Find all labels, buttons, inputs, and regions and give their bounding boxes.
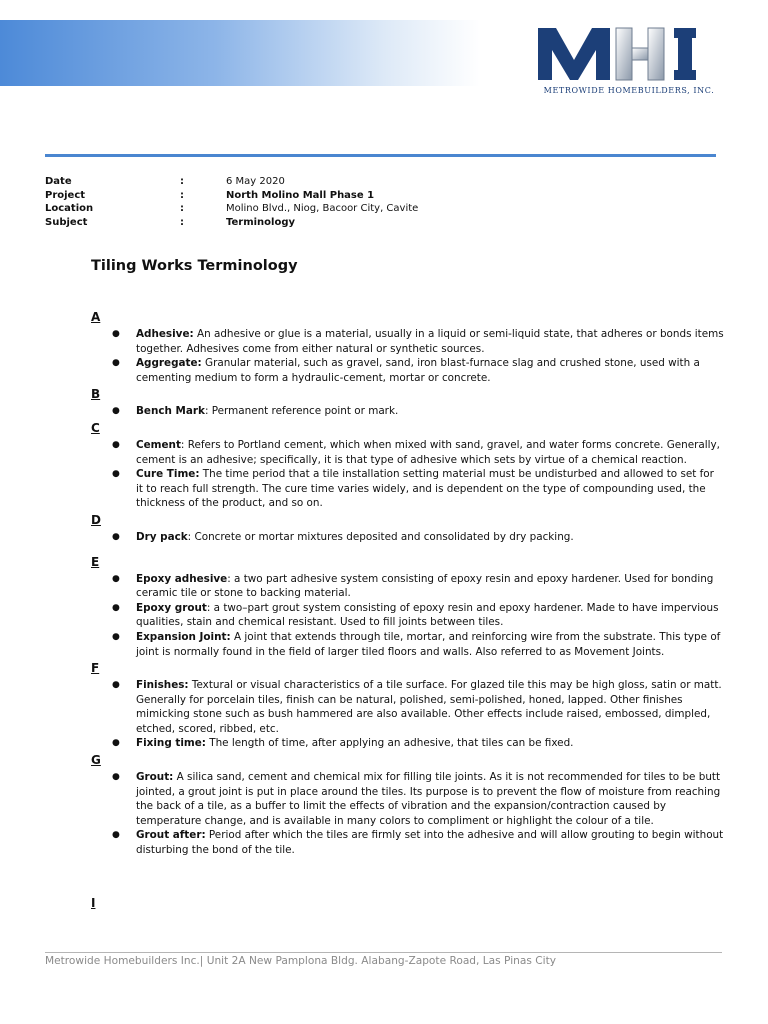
bullet-icon: ● <box>112 358 120 369</box>
term-name: Adhesive: <box>136 328 194 340</box>
term-entry <box>0 828 768 857</box>
term-entry <box>0 736 768 751</box>
section-letter-f: F <box>91 661 100 676</box>
bullet-icon: ● <box>112 631 120 642</box>
term-definition: : Permanent reference point or mark. <box>204 405 399 418</box>
term-name: Bench Mark <box>136 405 205 418</box>
meta-row-subject <box>45 216 716 230</box>
bullet-icon: ● <box>112 469 120 480</box>
meta-row-date <box>45 175 716 189</box>
term-name: Cement <box>136 438 181 451</box>
meta-colon: : <box>180 203 184 214</box>
header-divider <box>45 154 716 157</box>
term-definition: : Refers to Portland cement, which when mixed with sand, gravel, and water forms concrete. Generally, cement is an adhesive; specifically, it is that type of adhesive which sets by virtue of a chemical reaction. <box>136 438 720 466</box>
term-definition: Granular material, such as gravel, sand, iron blast-furnace slag and crushed stone, used with a cementing medium to form a hydraulic-cement, mortar or concrete. <box>136 357 700 384</box>
meta-value: Molino Blvd., Niog, Bacoor City, Cavite <box>226 203 419 214</box>
bullet-icon: ● <box>112 602 120 613</box>
section-letter-a: A <box>91 310 101 324</box>
bullet-icon: ● <box>112 573 120 584</box>
terminology-list <box>0 308 768 913</box>
company-tagline: METROWIDE HOMEBUILDERS, INC. <box>543 86 715 95</box>
term-entry <box>0 438 768 467</box>
memo-info-block <box>45 175 716 229</box>
company-logo <box>536 20 722 100</box>
meta-colon: : <box>180 176 184 187</box>
bullet-icon: ● <box>112 830 120 841</box>
term-name: Epoxy grout <box>136 601 207 614</box>
term-definition: A joint that extends through tile, mortar, and reinforcing wire from the substrate. This type of joint is normally found in the field of larger tiled floors and walls. Also referred to as Movement Joints. <box>136 630 721 658</box>
meta-colon: : <box>180 189 184 201</box>
header-gradient-banner <box>0 20 480 86</box>
term-definition: An adhesive or glue is a material, usually in a liquid or semi-liquid state, that adheres or bonds items together. Adhesives come from either natural or synthetic sources. <box>136 328 724 355</box>
bullet-icon: ● <box>112 772 120 783</box>
footer-divider <box>45 952 722 953</box>
meta-value: Terminology <box>226 216 296 228</box>
term-definition: Period after which the tiles are firmly set into the adhesive and will allow grouting to begin without disturbing the bond of the tile. <box>136 829 724 857</box>
term-definition: The time period that a tile installation setting material must be undisturbed and allowed to set for it to reach full strength. The cure time varies widely, and is dependent on the type of compounding used, the thickness of the product, and so on. <box>136 468 714 510</box>
section-letter-e: E <box>91 554 100 569</box>
bullet-icon: ● <box>112 680 120 691</box>
bullet-icon: ● <box>112 329 120 339</box>
term-name: Dry pack <box>136 530 188 543</box>
section-letter-d: D <box>91 512 101 527</box>
section-letter-g: G <box>91 753 101 768</box>
meta-label: Location <box>45 203 94 214</box>
term-definition: : a two part adhesive system consisting of epoxy resin and epoxy hardener. Used for bonding ceramic tile or stone to backing material. <box>136 572 714 600</box>
meta-label: Subject <box>45 216 88 228</box>
term-entry <box>0 770 768 828</box>
term-name: Fixing time: <box>136 737 206 750</box>
term-definition: : Concrete or mortar mixtures deposited and consolidated by dry packing. <box>187 530 574 543</box>
meta-value: North Molino Mall Phase 1 <box>226 189 375 201</box>
section-letter-i: I <box>91 895 96 910</box>
term-definition: The length of time, after applying an adhesive, that tiles can be fixed. <box>205 737 574 750</box>
section-spacer <box>0 858 768 894</box>
term-definition: : a two–part grout system consisting of epoxy resin and epoxy hardener. Made to have impervious qualities, stain and chemical resistant. Used to fill joints between tiles. <box>136 601 719 629</box>
meta-label: Project <box>45 189 86 201</box>
meta-value: 6 May 2020 <box>226 176 285 187</box>
term-name: Finishes: <box>136 679 189 692</box>
term-name: Epoxy adhesive <box>136 572 228 585</box>
mhi-logo-mark <box>536 20 722 84</box>
term-definition: A silica sand, cement and chemical mix for filling tile joints. As it is not recommended for tiles to be butt jointed, a grout joint is put in place around the tiles. Its purpose is to prevent the flow of moisture from reaching the back of a tile, as a buffer to limit the effects of vibration and the expansion/contraction caused by temperature change, and is available in many colors to compliment or highlight the colour of a tile. <box>136 771 721 827</box>
meta-colon: : <box>180 216 184 228</box>
term-entry <box>0 467 768 511</box>
document-title: Tiling Works Terminology <box>91 258 298 274</box>
term-entry <box>0 572 768 601</box>
footer-address: Metrowide Homebuilders Inc.| Unit 2A New Pamplona Bldg. Alabang-Zapote Road, Las Pinas City <box>45 955 557 967</box>
meta-row-project <box>45 189 716 203</box>
meta-row-location <box>45 202 716 216</box>
bullet-icon: ● <box>112 439 120 450</box>
term-entry <box>0 678 768 736</box>
term-name: Expansion Joint: <box>136 630 231 643</box>
section-letter-c: C <box>91 420 100 435</box>
term-entry <box>0 327 768 356</box>
term-name: Grout: <box>136 771 174 784</box>
meta-label: Date <box>45 176 72 187</box>
bullet-icon: ● <box>112 531 120 542</box>
bullet-icon: ● <box>112 738 120 749</box>
bullet-icon: ● <box>112 406 120 417</box>
term-name: Grout after: <box>136 829 206 842</box>
section-letter-b: B <box>91 387 101 402</box>
term-entry <box>0 356 768 385</box>
term-entry <box>0 601 768 630</box>
term-entry <box>0 404 768 419</box>
term-name: Cure Time: <box>136 468 200 481</box>
term-entry <box>0 530 768 545</box>
term-name: Aggregate: <box>136 357 202 370</box>
term-definition: Textural or visual characteristics of a tile surface. For glazed tile this may be high gloss, satin or matt. Generally for porcelain tiles, finish can be natural, polished, semi-polished, honed, lapped. Other finishes mimicking stone such as bush hammered are also available. Other effects include raised, embossed, dimpled, etched, scored, ribbed, etc. <box>136 679 722 735</box>
term-entry <box>0 630 768 659</box>
